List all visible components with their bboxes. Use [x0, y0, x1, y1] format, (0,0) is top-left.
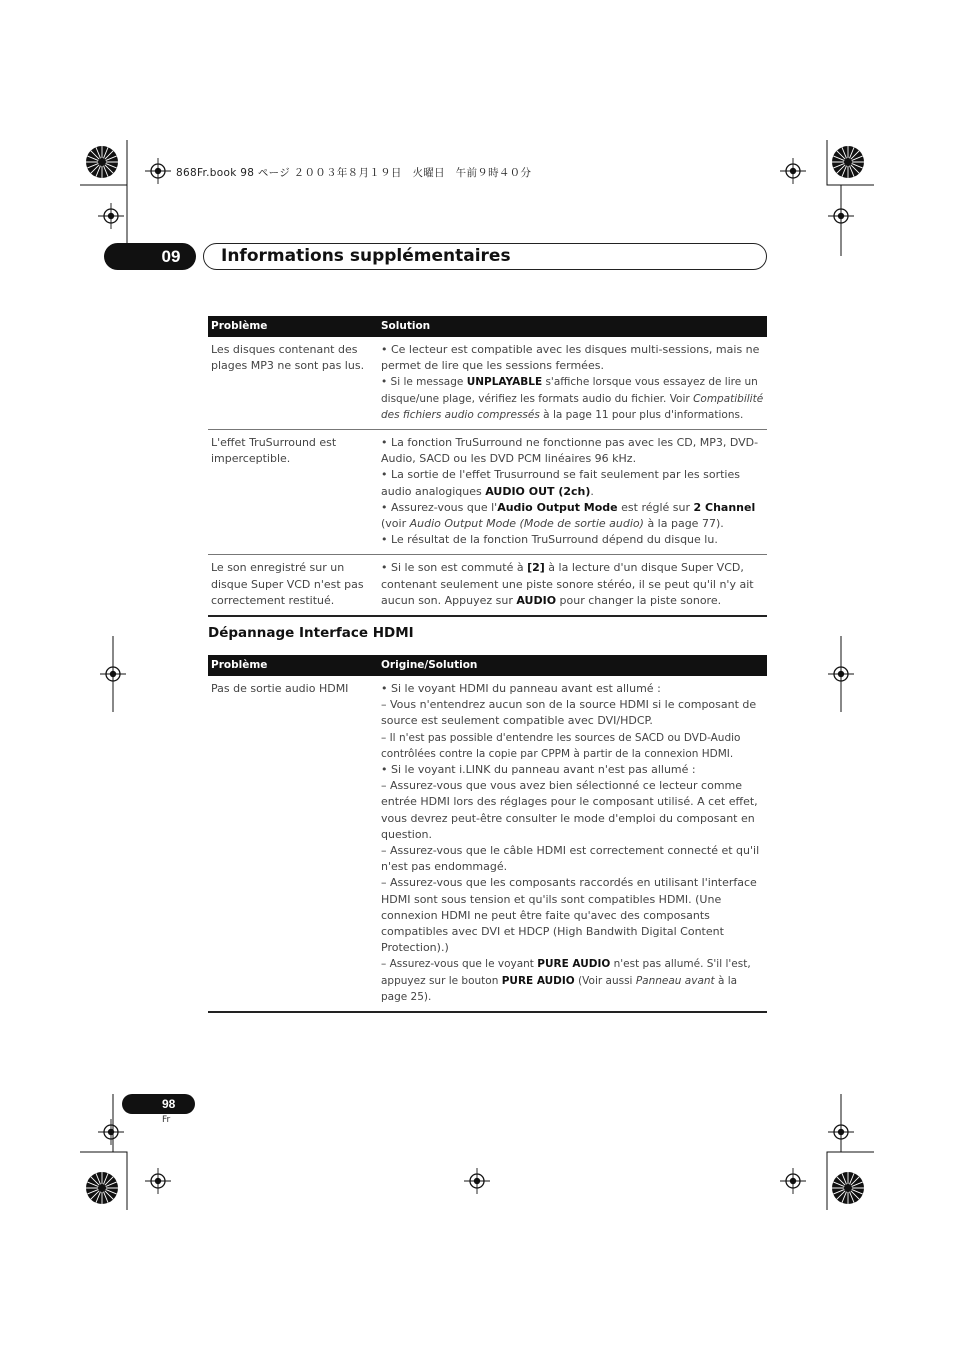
- column-header-probleme: Problème: [208, 316, 378, 337]
- column-header-solution: Solution: [378, 316, 767, 337]
- table-row: [208, 676, 767, 1012]
- solution-line: • Si le voyant HDMI du panneau avant est allumé :: [381, 682, 661, 695]
- problem-cell: Les disques contenant des plages MP3 ne sont pas lus.: [208, 337, 378, 430]
- table-header-row: [208, 655, 767, 676]
- troubleshooting-table: [208, 316, 767, 617]
- solution-line: – Il n'est pas possible d'entendre les sources de SACD ou DVD-Audio contrôlées contre la copie par CPPM à partir de la connexion HDMI.: [381, 731, 741, 760]
- solution-line: • La sortie de l'effet Trusurround se fait seulement par les sorties audio analogiques AUDIO OUT (2ch).: [381, 468, 740, 498]
- solution-line: – Assurez-vous que les composants raccordés en utilisant l'interface HDMI sont sous tension et qu'ils sont compatibles HDMI. (Une connexion HDMI ne peut être faite qu'avec des composants compatibles avec DVI et HDCP (High Bandwith Digital Content Protection).): [381, 876, 757, 955]
- chapter-number-badge: 09: [104, 243, 196, 270]
- table-header-row: [208, 316, 767, 337]
- table-row: [208, 430, 767, 555]
- file-header: 868Fr.book 98 ページ ２００３年８月１９日 火曜日 午前９時４０分: [176, 167, 532, 179]
- column-header-probleme: Problème: [208, 655, 378, 676]
- solution-line: • Si le message UNPLAYABLE s'affiche lorsque vous essayez de lire un disque/une plage, vérifiez les formats audio du fichier. Voir Compatibilité des fichiers audio compressés à la page 11 pour plus d'informations.: [381, 376, 764, 421]
- page-number-badge: 98: [122, 1094, 195, 1114]
- solution-cell: [378, 430, 767, 555]
- solution-line: – Assurez-vous que vous avez bien sélectionné ce lecteur comme entrée HDMI lors des réglages pour le composant utilisé. A cet effet, vous devrez peut-être consulter le mode d'emploi du composant en question.: [381, 779, 758, 841]
- solution-line: – Assurez-vous que le câble HDMI est correctement connecté et qu'il n'est pas endommagé.: [381, 844, 760, 874]
- language-code: Fr: [162, 1115, 171, 1125]
- solution-line: • La fonction TruSurround ne fonctionne pas avec les CD, MP3, DVD-Audio, SACD ou les DVD PCM linéaires 96 kHz.: [381, 436, 759, 466]
- solution-line: • Assurez-vous que l'Audio Output Mode est réglé sur 2 Channel (voir Audio Output Mode (Mode de sortie audio) à la page 77).: [381, 500, 756, 531]
- solution-line: • Si le voyant i.LINK du panneau avant n'est pas allumé :: [381, 763, 696, 777]
- solution-cell: [378, 555, 767, 616]
- table-row: [208, 555, 767, 616]
- chapter-title: Informations supplémentaires: [203, 243, 767, 270]
- solution-cell: [378, 676, 767, 1012]
- section-heading: Dépannage Interface HDMI: [208, 625, 414, 641]
- problem-cell: L'effet TruSurround est imperceptible.: [208, 430, 378, 555]
- solution-line: • Si le son est commuté à [2] à la lecture d'un disque Super VCD, contenant seulement une piste sonore stéréo, il se peut qu'il n'y ait aucun son. Appuyez sur AUDIO pour changer la piste sonore.: [381, 561, 754, 607]
- solution-line: • Ce lecteur est compatible avec les disques multi-sessions, mais ne permet de lire que les sessions fermées.: [381, 343, 760, 373]
- table-row: [208, 337, 767, 430]
- solution-line: – Assurez-vous que le voyant PURE AUDIO n'est pas allumé. S'il l'est, appuyez sur le bouton PURE AUDIO (Voir aussi Panneau avant à la page 25).: [381, 958, 751, 1003]
- hdmi-troubleshooting-table: [208, 655, 767, 1013]
- solution-line: • Le résultat de la fonction TruSurround dépend du disque lu.: [381, 533, 718, 547]
- problem-cell: Le son enregistré sur un disque Super VCD n'est pas correctement restitué.: [208, 555, 378, 616]
- solution-line: – Vous n'entendrez aucun son de la source HDMI si le composant de source est seulement compatible avec DVI/HDCP.: [381, 698, 757, 728]
- problem-cell: Pas de sortie audio HDMI: [208, 676, 378, 1012]
- column-header-origine-solution: Origine/Solution: [378, 655, 767, 676]
- solution-cell: [378, 337, 767, 430]
